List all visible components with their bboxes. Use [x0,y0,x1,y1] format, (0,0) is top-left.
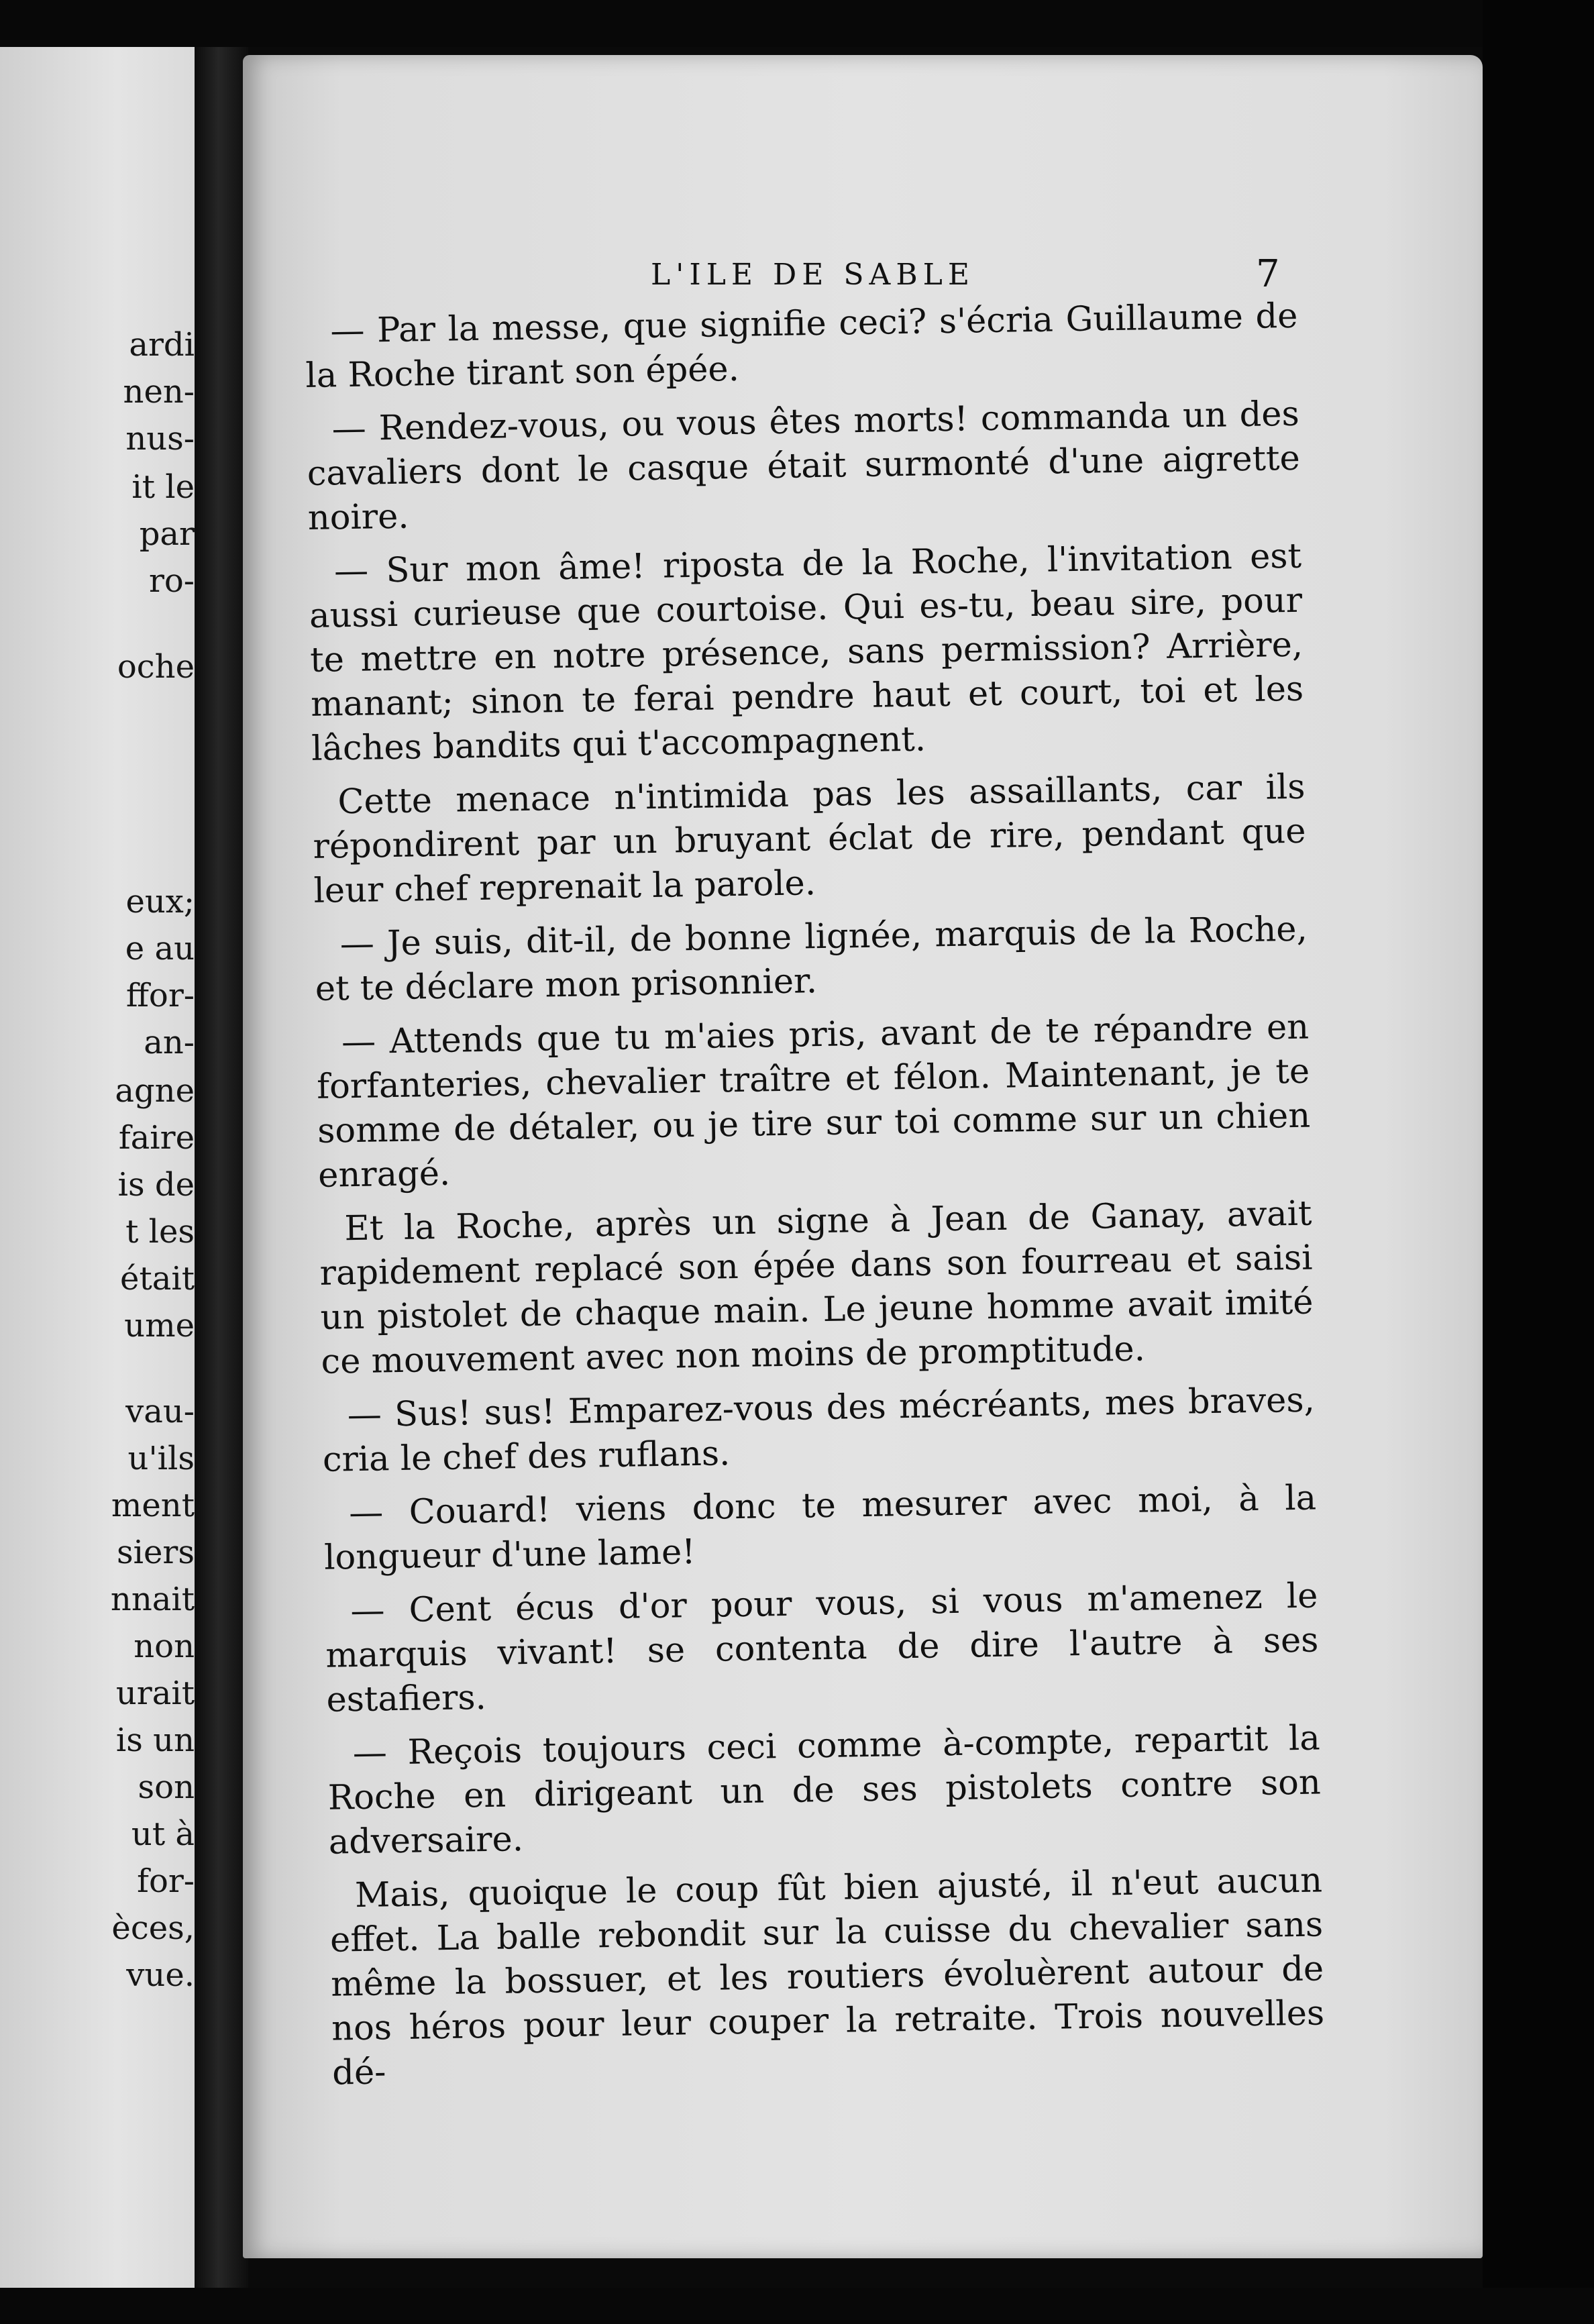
scan-border-bottom [0,2288,1594,2324]
facing-page-fragment: ut à [131,1815,195,1853]
facing-page-fragment: par [139,515,195,553]
facing-page-fragment: e au [125,930,195,967]
paragraph: Cette menace n'intimida pas les assaillants, car ils répondirent par un bruyant éclat de rire, pendant que leur chef reprenait la parole. [313,767,1306,911]
paragraph: — Cent écus d'or pour vous, si vous m'amenez le marquis vivant! se contenta de dire l'autre à ses estafiers. [325,1576,1319,1720]
facing-page-fragment: is un [115,1722,195,1759]
facing-page-fragment: oche [117,648,195,686]
scan-border-right [1483,0,1594,2324]
facing-page-fragment: ardi [129,326,195,364]
facing-page-fragment: u'ils [127,1440,195,1477]
facing-page-fragment: nus- [125,420,195,458]
body-text [305,295,1326,2105]
book-gutter [195,47,248,2288]
facing-page-fragment: ment [111,1487,195,1524]
facing-page-fragment: an- [144,1024,195,1061]
facing-page-fragment: t les [125,1213,195,1251]
facing-page-fragment: for- [137,1862,195,1900]
facing-page-fragment: it le [131,468,195,506]
running-title: L'ILE DE SABLE [651,258,975,292]
paragraph: — Sur mon âme! riposta de la Roche, l'invitation est aussi curieuse que courtoise. Qui es-tu, beau sire, pour te mettre en notre présence, sans permission? Arrière, manant; sinon te ferai pendre haut et court, toi et les lâches bandits qui t'accompagnent. [309,536,1304,769]
facing-page-fragment: èces, [111,1909,195,1947]
paragraph: Et la Roche, après un signe à Jean de Ganay, avait rapidement replacé son épée dans son fourreau et saisi un pistolet de chaque main. Le jeune homme avait imité ce mouvement avec non moins de promptitude. [319,1194,1314,1382]
facing-page-fragment: ume [124,1307,195,1344]
facing-page-fragment: eux; [125,883,195,920]
book-page [243,55,1483,2258]
paragraph: — Rendez-vous, ou vous êtes morts! commanda un des cavaliers dont le casque était surmonté d'une aigrette noire. [307,394,1301,538]
facing-page-fragment: agne [115,1072,195,1110]
facing-page-fragment: urait [115,1675,195,1712]
scan-border-top [0,0,1594,47]
paragraph: Mais, quoique le coup fût bien ajusté, il n'eut aucun effet. La balle rebondit sur la cuisse du chevalier sans même la bossuer, et les routiers évoluèrent autour de nos héros pour leur couper la retraite. Trois nouvelles dé- [329,1860,1325,2093]
facing-page-fragment: vau- [125,1393,195,1430]
facing-page-fragment: ffor- [125,977,195,1014]
facing-page-fragment: nen- [123,373,195,411]
facing-page-fragment: is de [117,1166,195,1204]
paragraph: — Reçois toujours ceci comme à-compte, repartit la Roche en dirigeant un de ses pistolets contre son adversaire. [327,1718,1322,1862]
paragraph: — Sus! sus! Emparez-vous des mécréants, mes braves, cria le chef des ruflans. [322,1380,1316,1480]
facing-page-fragment: ro- [148,562,195,600]
paragraph: — Attends que tu m'aies pris, avant de te répandre en forfanteries, chevalier traître et félon. Maintenant, je te somme de détaler, ou je tire sur toi comme sur un chien enragé. [316,1007,1311,1196]
facing-page-fragment: vue. [126,1956,195,1994]
page-number: 7 [1256,252,1280,296]
facing-page-fragment: était [120,1260,195,1298]
facing-page-left [0,47,195,2288]
paragraph: — Par la messe, que signifie ceci? s'écria Guillaume de la Roche tirant son épée. [305,296,1298,396]
facing-page-fragment: faire [118,1119,195,1157]
facing-page-fragment: siers [117,1534,195,1571]
facing-page-fragment: son [138,1768,195,1806]
paragraph: — Couard! viens donc te mesurer avec moi, à la longueur d'une lame! [323,1478,1317,1578]
facing-page-fragment: nnait [110,1581,195,1618]
paragraph: — Je suis, dit-il, de bonne lignée, marquis de la Roche, et te déclare mon prisonnier. [315,909,1308,1009]
facing-page-fragment: non [134,1628,195,1665]
